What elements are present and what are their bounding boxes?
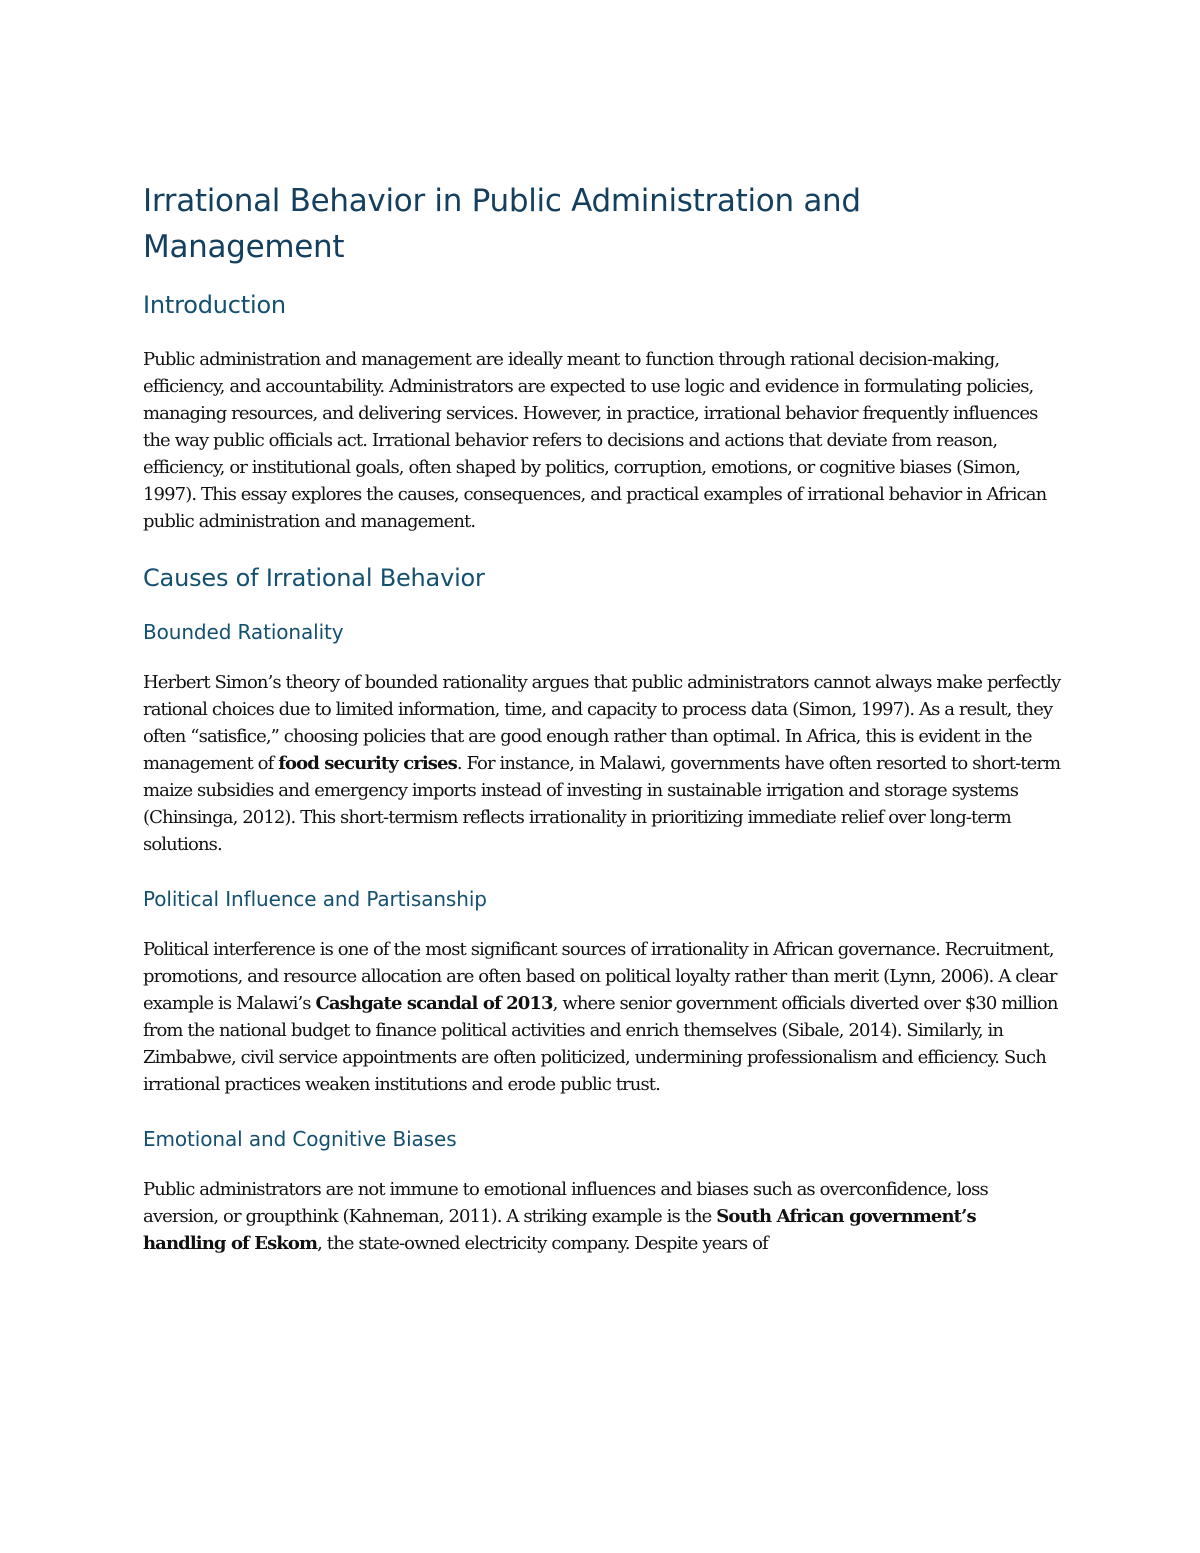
bold-phrase: Cashgate scandal of 2013 (315, 993, 553, 1014)
paragraph-bounded-rationality (143, 669, 1061, 858)
heading-political-influence: Political Influence and Partisanship (143, 887, 487, 911)
bold-phrase: South African government’s handling of Eskom (143, 1206, 976, 1254)
text-segment: Public administrators are not immune to emotional influences and biases such as overconfidence, loss aversion, or groupthink (Kahneman, 2011). A striking example is the (143, 1179, 988, 1227)
text-segment: , the state-owned electricity company. Despite years of (317, 1233, 768, 1254)
heading-causes: Causes of Irrational Behavior (143, 564, 485, 592)
bold-phrase: food security crises (278, 753, 457, 774)
paragraph-introduction: Public administration and management are ideally meant to function through rational decision-making, efficiency, and accountability. Administrators are expected to use logic and evidence in formulating policies, managing resources, and delivering services. However, in practice, irrational behavior frequently influences the way public officials act. Irrational behavior refers to decisions and actions that deviate from reason, efficiency, or institutional goals, often shaped by politics, corruption, emotions, or cognitive biases (Simon, 1997). This essay explores the causes, consequences, and practical examples of irrational behavior in African public administration and management. (143, 349, 1047, 532)
heading-emotional-biases: Emotional and Cognitive Biases (143, 1127, 457, 1151)
document-body (143, 178, 1061, 1257)
text-segment: , where senior government officials diverted over $30 million from the national budget to finance political activities and enrich themselves (Sibale, 2014). Similarly, in Zimbabwe, civil service appointments are often politicized, undermining professionalism and efficiency. Such irrational practices weaken institutions and erode public trust. (143, 993, 1058, 1095)
text-segment: Herbert Simon’s theory of bounded rationality argues that public administrators cannot always make perfectly rational choices due to limited information, time, and capacity to process data (Simon, 1997). As a result, they often “satisfice,” choosing policies that are good enough rather than optimal. In Africa, this is evident in the management of (143, 672, 1061, 774)
paragraph-political-influence (143, 936, 1061, 1098)
heading-bounded-rationality: Bounded Rationality (143, 620, 344, 644)
document-title: Irrational Behavior in Public Administration and Management (143, 183, 861, 265)
heading-introduction: Introduction (143, 291, 286, 319)
text-segment: Political interference is one of the most significant sources of irrationality in African governance. Recruitment, promotions, and resource allocation are often based on political loyalty rather than merit (Lynn, 2006). A clear example is Malawi’s (143, 939, 1057, 1014)
paragraph-emotional-biases (143, 1176, 1061, 1257)
text-segment: . For instance, in Malawi, governments have often resorted to short-term maize subsidies and emergency imports instead of investing in sustainable irrigation and storage systems (Chinsinga, 2012). This short-termism reflects irrationality in prioritizing immediate relief over long-term solutions. (143, 753, 1061, 855)
